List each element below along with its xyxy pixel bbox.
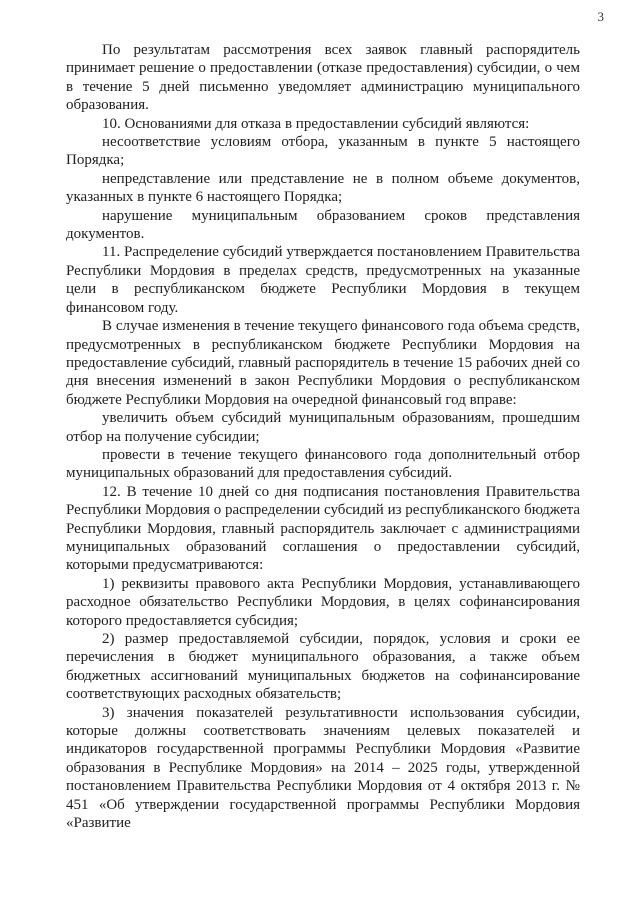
paragraph: В случае изменения в течение текущего финансового года объема средств, предусмотренных в республиканском бюджете Республики Мордовия на предоставление субсидий, главный распорядитель в течение 15 рабочих дней со дня внесения изменений в закон Республики Мордовия о республиканском бюджете Республики Мордовия на очередной финансовый год вправе: bbox=[66, 318, 580, 408]
paragraph: провести в течение текущего финансового года дополнительный отбор муниципальных образований для предоставления субсидий. bbox=[66, 446, 580, 482]
paragraph: 11. Распределение субсидий утверждается постановлением Правительства Республики Мордовия в пределах средств, предусмотренных на указанные цели в республиканском бюджете Республики Мордовия в текущем финансовом году. bbox=[66, 244, 580, 316]
document-body bbox=[66, 41, 580, 832]
paragraph: 10. Основаниями для отказа в предоставлении субсидий являются: bbox=[102, 115, 530, 132]
paragraph: 12. В течение 10 дней со дня подписания постановления Правительства Республики Мордовия о распределении субсидий из республиканского бюджета Республики Мордовия, главный распорядитель заключает с администрациями муниципальных образований соглашения о предоставлении субсидий, которыми предусматриваются: bbox=[66, 483, 580, 574]
paragraph: 2) размер предоставляемой субсидии, порядок, условия и сроки ее перечисления в бюджет муниципального образования, а также объем бюджетных ассигнований муниципальных бюджетов на софинансирование соответствующих расходных обязательств; bbox=[66, 631, 580, 703]
paragraph: нарушение муниципальным образованием сроков представления документов. bbox=[66, 207, 580, 243]
paragraph: 1) реквизиты правового акта Республики Мордовия, устанавливающего расходное обязательство Республики Мордовия, в целях софинансирования которого предоставляется субсидия; bbox=[66, 575, 580, 629]
paragraph: По результатам рассмотрения всех заявок главный распорядитель принимает решение о предоставлении (отказе предоставления) субсидии, о чем в течение 5 дней письменно уведомляет администрацию муниципального образования. bbox=[66, 42, 580, 114]
paragraph: непредставление или представление не в полном объеме документов, указанных в пункте 6 настоящего Порядка; bbox=[66, 170, 580, 206]
paragraph: несоответствие условиям отбора, указанным в пункте 5 настоящего Порядка; bbox=[66, 134, 580, 169]
page-number: 3 bbox=[597, 9, 604, 24]
paragraph: 3) значения показателей результативности использования субсидии, которые должны соответствовать значениям целевых показателей и индикаторов государственной программы Республики Мордовия «Развитие образования в Республике Мордовия» на 2014 – 2025 годы, утвержденной постановлением Правительства Республики Мордовия от 4 октября 2013 г. № 451 «Об утверждении государственной программы Республики Мордовия «Развитие bbox=[66, 704, 580, 832]
paragraph: увеличить объем субсидий муниципальным образованиям, прошедшим отбор на получение субсидии; bbox=[66, 410, 580, 445]
